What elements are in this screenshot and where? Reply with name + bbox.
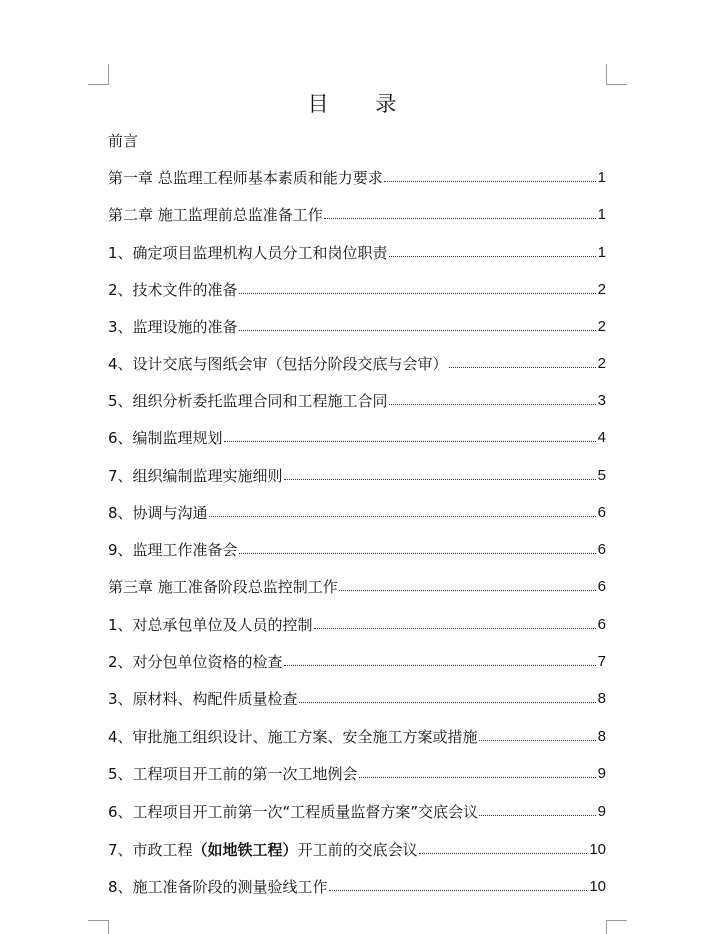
toc-leader-dots [419,853,588,854]
toc-entry-label [108,835,418,865]
toc-entry-page: 6 [597,504,606,521]
toc-entry-label: 3、监理设施的准备 [108,318,238,336]
toc-entry-label: 1、对总承包单位及人员的控制 [108,616,313,634]
toc-leader-dots [339,590,596,591]
toc-entry-label: 6、工程项目开工前第一次“工程质量监督方案”交底会议 [108,803,479,821]
toc-leader-dots [359,777,596,778]
toc-leader-dots [224,441,596,442]
toc-entry-page: 7 [597,653,606,670]
toc-leader-dots [299,702,596,703]
toc-entry-chapter-2[interactable] [108,200,606,230]
toc-entry-page: 1 [597,169,606,186]
page-corner-mark-bottom-right [606,920,627,934]
toc-entry-3-8[interactable] [108,872,606,902]
toc-entry-2-1[interactable] [108,238,606,268]
toc-entry-page: 2 [597,355,606,372]
toc-entry-page: 8 [597,728,606,745]
toc-entry-label: 8、施工准备阶段的测量验线工作 [108,878,328,896]
toc-title: 目 录 [307,92,417,116]
toc-entry-label: 4、设计交底与图纸会审（包括分阶段交底与会审） [108,355,448,373]
toc-entry-2-7[interactable] [108,461,606,491]
toc-entry-page: 3 [597,392,606,409]
page-corner-mark-top-left [88,64,109,85]
toc-entry-3-2[interactable] [108,647,606,677]
toc-entry-page: 2 [597,318,606,335]
toc-entry-preface[interactable] [108,126,606,156]
toc-entry-chapter-3[interactable] [108,572,606,602]
toc-entry-3-6[interactable] [108,797,606,827]
toc-leader-dots [284,665,596,666]
toc-entry-3-1[interactable] [108,610,606,640]
toc-entry-label-bold: （如地铁工程） [192,841,298,859]
toc-entry-2-3[interactable] [108,312,606,342]
toc-entry-2-6[interactable] [108,423,606,453]
toc-leader-dots [479,815,596,816]
toc-entry-page: 9 [597,765,606,782]
toc-entry-page: 6 [597,616,606,633]
toc-entry-label-pre: 7、市政工程 [108,841,193,859]
toc-entry-3-3[interactable] [108,684,606,714]
toc-entry-label: 3、原材料、构配件质量检查 [108,690,298,708]
toc-leader-dots [239,330,596,331]
toc-entry-label: 4、审批施工组织设计、施工方案、安全施工方案或措施 [108,728,478,746]
toc-entry-page: 2 [597,281,606,298]
toc-leader-dots [389,404,596,405]
toc-leader-dots [449,367,596,368]
toc-leader-dots [284,479,596,480]
toc-entry-label: 6、编制监理规划 [108,429,223,447]
toc-leader-dots [479,740,596,741]
toc-entry-2-2[interactable] [108,275,606,305]
toc-entry-2-5[interactable] [108,386,606,416]
toc-entry-page: 5 [597,467,606,484]
toc-entry-label: 8、协调与沟通 [108,504,208,522]
toc-entry-3-5[interactable] [108,759,606,789]
toc-entry-label-post: 开工前的交底会议 [297,841,418,859]
toc-entry-page: 6 [597,541,606,558]
toc-entry-label: 第一章 总监理工程师基本素质和能力要求 [108,169,383,187]
toc-entry-2-4[interactable] [108,349,606,379]
toc-entry-page: 10 [589,841,606,858]
toc-entry-label: 前言 [108,132,139,150]
toc-entry-page: 6 [597,578,606,595]
toc-leader-dots [389,256,596,257]
toc-entry-label: 5、组织分析委托监理合同和工程施工合同 [108,392,388,410]
toc-leader-dots [384,181,596,182]
toc-leader-dots [324,218,596,219]
toc-entry-page: 10 [589,878,606,895]
toc-entry-label: 1、确定项目监理机构人员分工和岗位职责 [108,244,388,262]
toc-entry-3-7[interactable] [108,835,606,865]
toc-entry-page: 8 [597,690,606,707]
toc-entry-label: 5、工程项目开工前的第一次工地例会 [108,765,358,783]
toc-entry-chapter-1[interactable] [108,163,606,193]
toc-entry-label: 第三章 施工准备阶段总监控制工作 [108,578,338,596]
toc-entry-label: 第二章 施工监理前总监准备工作 [108,206,323,224]
toc-leader-dots [314,628,596,629]
toc-entry-3-4[interactable] [108,722,606,752]
toc-entry-2-9[interactable] [108,535,606,565]
toc-leader-dots [239,293,596,294]
page-corner-mark-top-right [606,64,627,85]
toc-entry-label: 9、监理工作准备会 [108,541,238,559]
toc-leader-dots [209,516,596,517]
toc-entry-2-8[interactable] [108,498,606,528]
page-corner-mark-bottom-left [88,920,109,934]
toc-entry-page: 9 [597,803,606,820]
toc-entry-label: 7、组织编制监理实施细则 [108,467,283,485]
toc-leader-dots [239,553,596,554]
toc-entry-page: 1 [597,244,606,261]
toc-leader-dots [329,890,588,891]
toc-entry-label: 2、技术文件的准备 [108,281,238,299]
toc-entry-page: 4 [597,429,606,446]
toc-entry-page: 1 [597,206,606,223]
toc-entry-label: 2、对分包单位资格的检查 [108,653,283,671]
